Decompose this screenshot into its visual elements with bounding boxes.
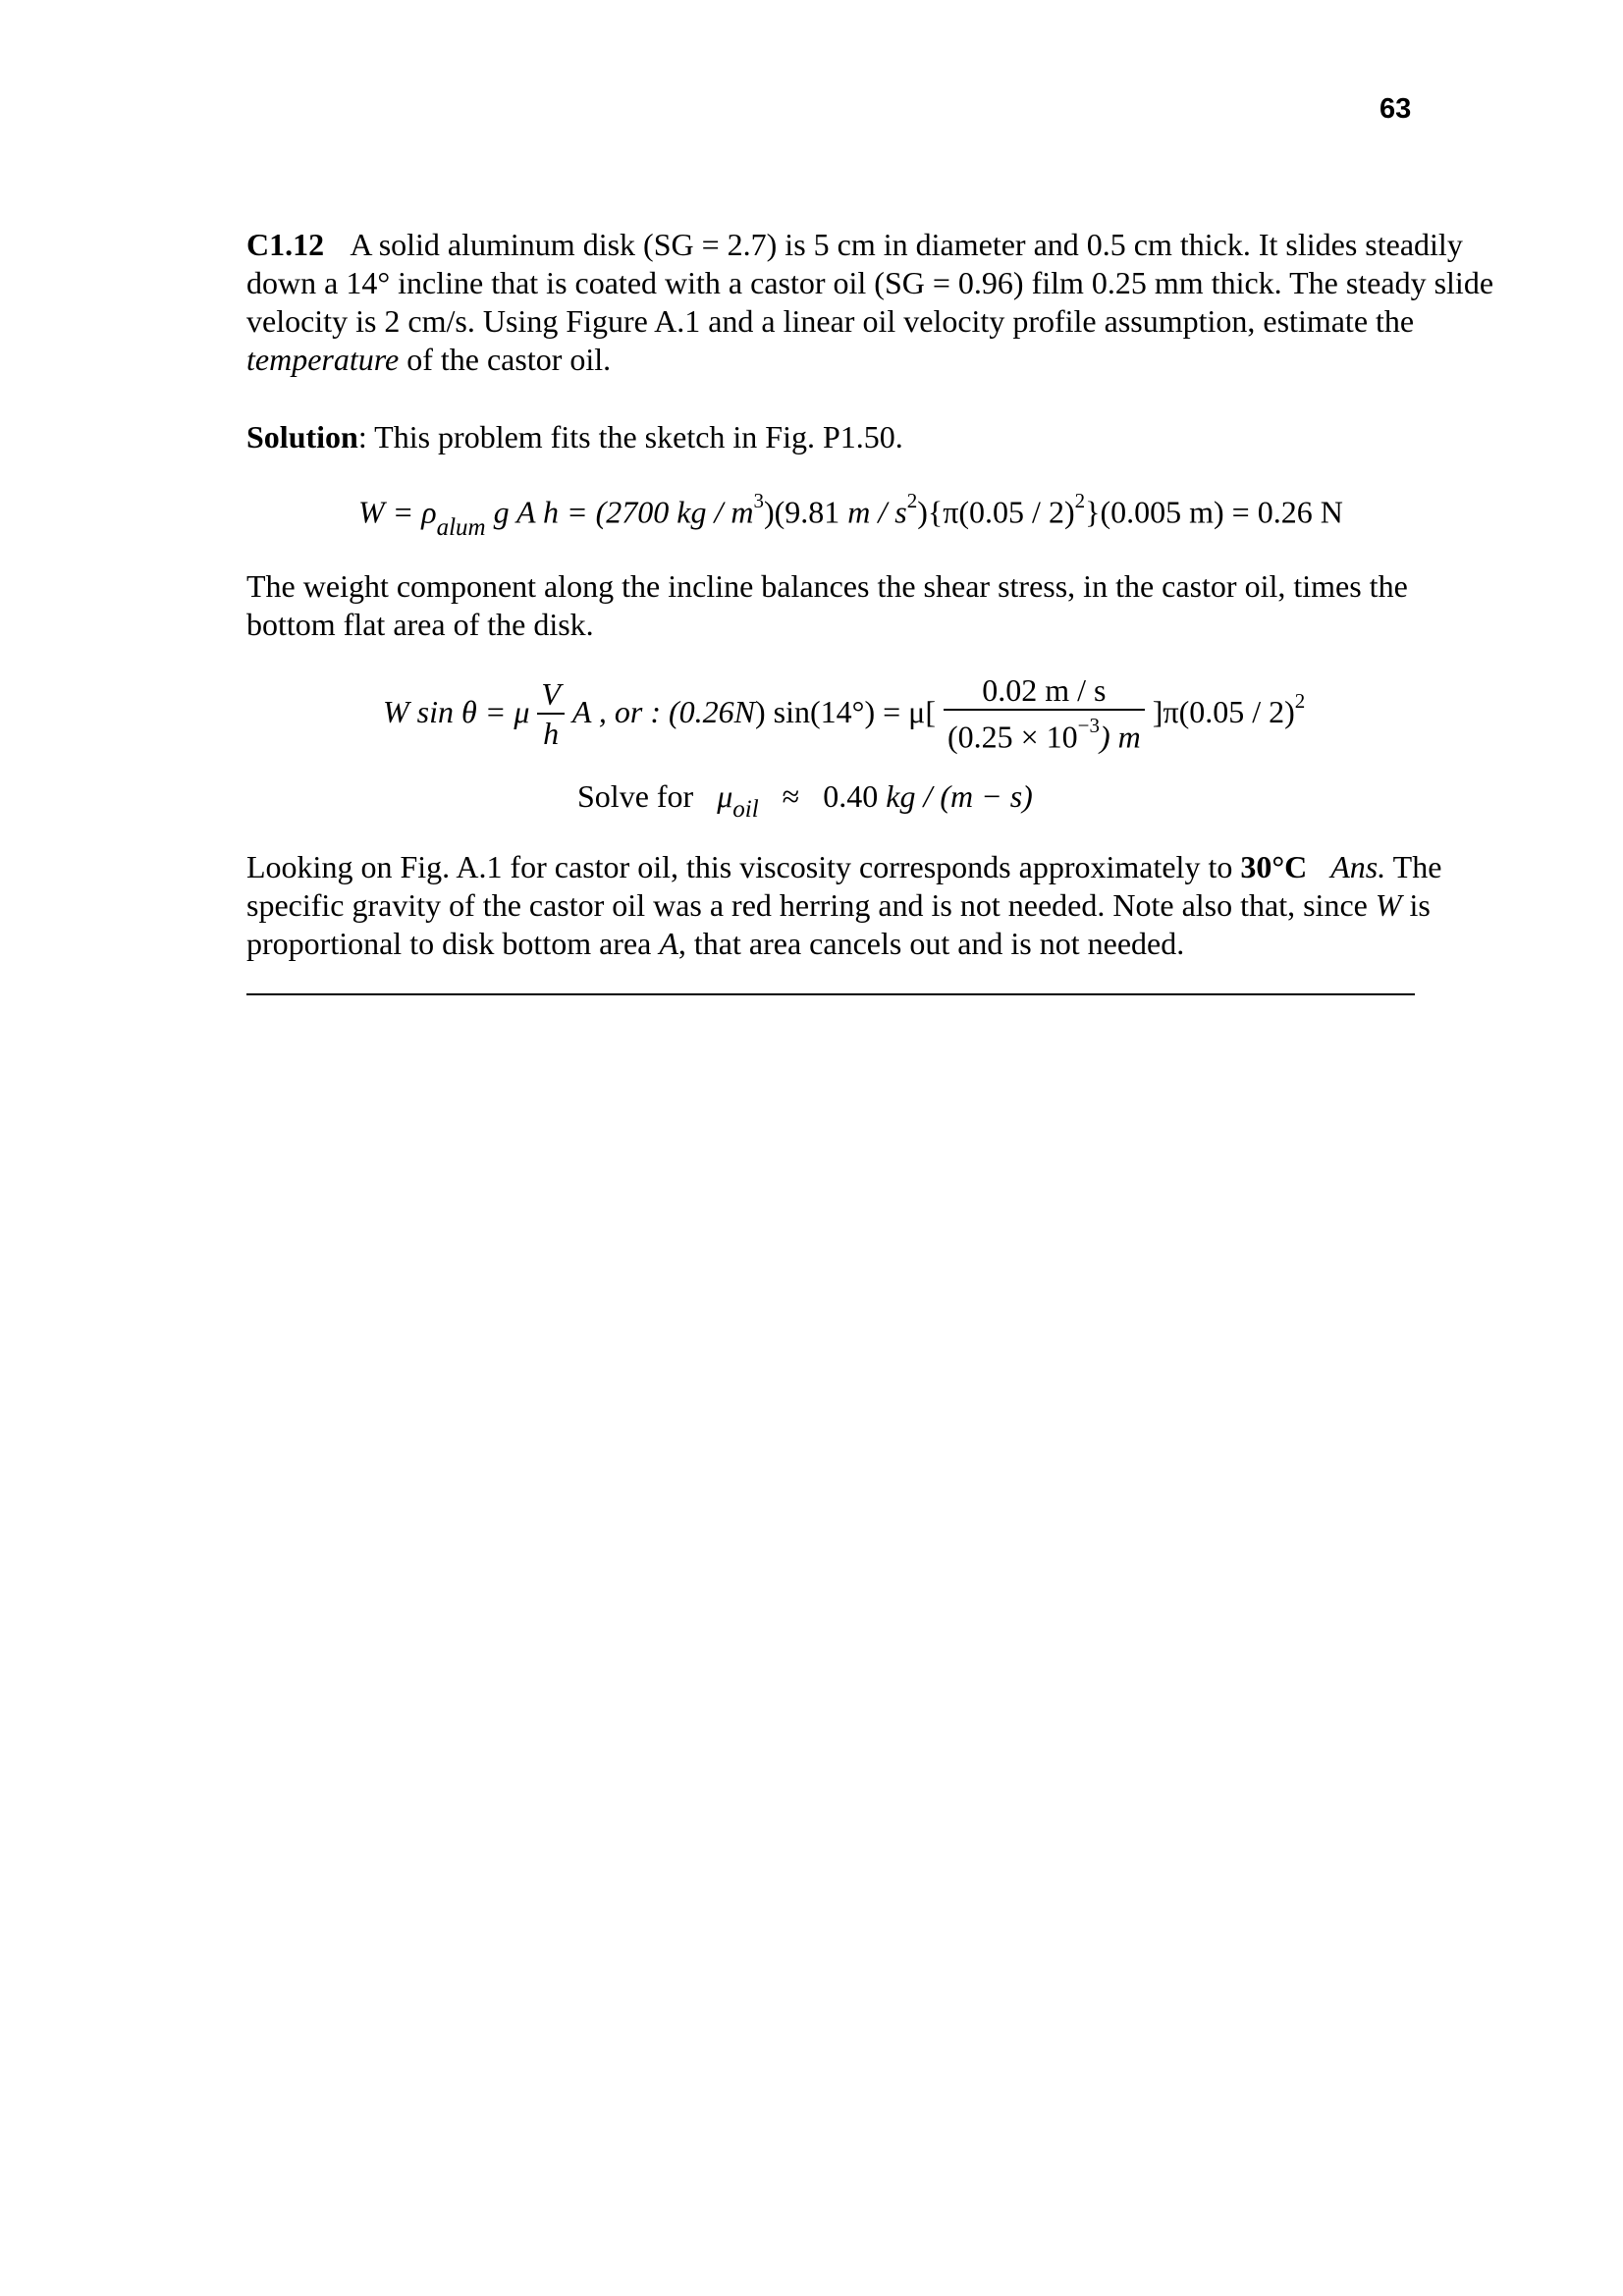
eq1-exp1: 3 (753, 489, 764, 512)
equation-weight (358, 489, 1343, 541)
eq3-value: 0.40 (823, 778, 879, 814)
weight-component-text: The weight component along the incline balances the shear stress, in the castor oil, times the bottom flat area of the disk. (246, 568, 1408, 642)
eq2-tail-exp: 2 (1294, 688, 1306, 713)
eq3-unit: kg / (m − s) (886, 778, 1033, 814)
solution-intro (246, 418, 1503, 456)
answer-label: Ans. (1330, 849, 1386, 884)
eq1-p2: )(9.81 (763, 494, 840, 530)
eq2-frac2-den-a: (0.25 × 10 (947, 719, 1078, 755)
conclusion-text (246, 848, 1503, 963)
eq1-exp3: 2 (1074, 489, 1086, 512)
conclusion-w: W (1375, 887, 1402, 923)
conclusion-a: A (659, 926, 678, 961)
eq3-mu: μ (717, 778, 733, 814)
conclusion-part1: Looking on Fig. A.1 for castor oil, this viscosity corresponds approximately to (246, 849, 1241, 884)
equation-solve-mu (577, 778, 1033, 823)
eq1-p3: ){π(0.05 / 2) (917, 494, 1075, 530)
eq3-approx: ≈ (782, 778, 800, 814)
conclusion-part4: , that area cancels out and is not needed. (677, 926, 1185, 961)
problem-italic-word: temperature (246, 342, 400, 377)
eq2-fraction-velocity (944, 673, 1145, 754)
eq2-frac1-den: h (543, 715, 560, 751)
eq2-frac2-num: 0.02 m / s (944, 673, 1145, 711)
eq1-lhs: W = ρ (358, 494, 437, 530)
eq1-unit2: m / s (847, 494, 907, 530)
equation-shear (383, 672, 1306, 756)
eq3-sub: oil (732, 796, 759, 823)
problem-id: C1.12 (246, 227, 325, 262)
eq1-mid: g A h = (2700 (485, 494, 670, 530)
solution-label: Solution (246, 419, 358, 454)
eq2-unit-n: N (733, 694, 755, 730)
problem-text-b: of the castor oil. (399, 342, 612, 377)
solution-text: : This problem fits the sketch in Fig. P1.50. (357, 419, 903, 454)
eq2-fraction-vh (537, 677, 565, 750)
page-number: 63 (1380, 93, 1412, 125)
eq1-sub: alum (436, 513, 486, 541)
problem-text-a: A solid aluminum disk (SG = 2.7) is 5 cm in diameter and 0.5 cm thick. It slides steadily down a 14° incline that is coated with a castor oil (SG = 0.96) film 0.25 mm thick. The steady slide velocity is 2 cm/s. Using Figure A.1 and a linear oil velocity profile assumption, estimate the (246, 227, 1494, 339)
eq3-label: Solve for (577, 778, 694, 814)
eq1-unit1: kg / m (676, 494, 754, 530)
eq2-frac1-num: V (537, 677, 565, 715)
eq1-exp2: 2 (906, 489, 918, 512)
eq2-frac2-den-b: ) m (1100, 719, 1141, 755)
eq2-lhs: W sin θ = μ (383, 694, 530, 730)
section-divider (246, 993, 1415, 995)
eq1-p4: }(0.005 m) = 0.26 N (1085, 494, 1343, 530)
eq2-frac2-exp: −3 (1077, 714, 1101, 737)
eq2-after-frac1: A , or : (0.26 (571, 694, 734, 730)
answer-value: 30°C (1240, 849, 1308, 884)
conclusion-part2: The specific gravity of the castor oil was a red herring and is not needed. Note also that, since (246, 849, 1442, 923)
problem-statement (246, 226, 1503, 379)
eq2-tail: ]π(0.05 / 2) (1152, 694, 1295, 730)
conclusion-part3: is proportional to disk bottom area (246, 887, 1431, 961)
eq2-frac2-den (944, 711, 1145, 754)
eq2-mid: ) sin(14°) = μ[ (755, 694, 936, 730)
